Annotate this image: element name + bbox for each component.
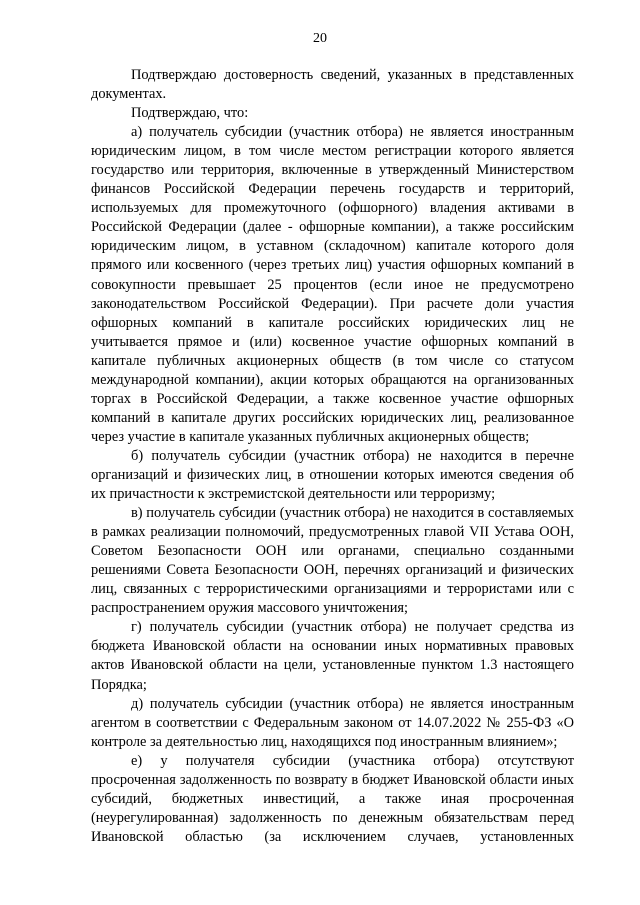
paragraph-item-v: в) получатель субсидии (участник отбора) не находится в составляемых в рамках реализации полномочий, предусмотренных главой VII Устава ООН, Советом Безопасности ООН или органами, специально созданными решениями Совета Безопасности ООН, перечнях организаций и физических лиц, связанных с террористическими организациями и террористами или с распространением оружия массового уничтожения;	[91, 505, 574, 617]
paragraph-item-e: е) у получателя субсидии (участника отбора) отсутствуют просроченная задолженность по возврату в бюджет Ивановской области иных субсидий, бюджетных инвестиций, а также иная просроченная (неурегулированная) задолженность по денежным обязательствам перед Ивановской областью (за исключением случаев, установленных	[91, 752, 574, 845]
paragraph-confirm-that: Подтверждаю, что:	[131, 105, 249, 122]
page-number: 20	[313, 31, 327, 46]
document-body	[91, 66, 574, 847]
paragraph-confirm-accuracy: Подтверждаю достоверность сведений, указанных в представленных документах.	[91, 67, 574, 103]
paragraph-item-a: а) получатель субсидии (участник отбора) не является иностранным юридическим лицом, в том числе местом регистрации которого является государство или территория, включенные в утвержденный Министерством финансов Российской Федерации перечень государств и территорий, используемых для промежуточного (офшорного) владения активами в Российской Федерации (далее - офшорные компании), а также российским юридическим лицом, в уставном (складочном) капитале которого доля прямого или косвенного (через третьих лиц) участия офшорных компаний в совокупности превышает 25 процентов (если иное не предусмотрено законодательством Российской Федерации). При расчете доли участия офшорных компаний в капитале российских юридических лиц не учитывается прямое и (или) косвенное участие офшорных компаний в капитале публичных акционерных обществ (в том числе со статусом международной компании), акции которых обращаются на организованных торгах в Российской Федерации, а также косвенное участие офшорных компаний в капитале других российских юридических лиц, реализованное через участие в капитале указанных публичных акционерных обществ;	[91, 124, 574, 445]
paragraph-item-b: б) получатель субсидии (участник отбора) не находится в перечне организаций и физических лиц, в отношении которых имеются сведения об их причастности к экстремистской деятельности или терроризму;	[91, 447, 574, 503]
paragraph-item-g: г) получатель субсидии (участник отбора) не получает средства из бюджета Ивановской области на основании иных нормативных правовых актов Ивановской области на цели, установленные пунктом 1.3 настоящего Порядка;	[91, 619, 574, 693]
paragraph-item-d: д) получатель субсидии (участник отбора) не является иностранным агентом в соответствии с Федеральным законом от 14.07.2022 № 255-ФЗ «О контроле за деятельностью лиц, находящихся под иностранным влиянием»;	[91, 695, 574, 750]
